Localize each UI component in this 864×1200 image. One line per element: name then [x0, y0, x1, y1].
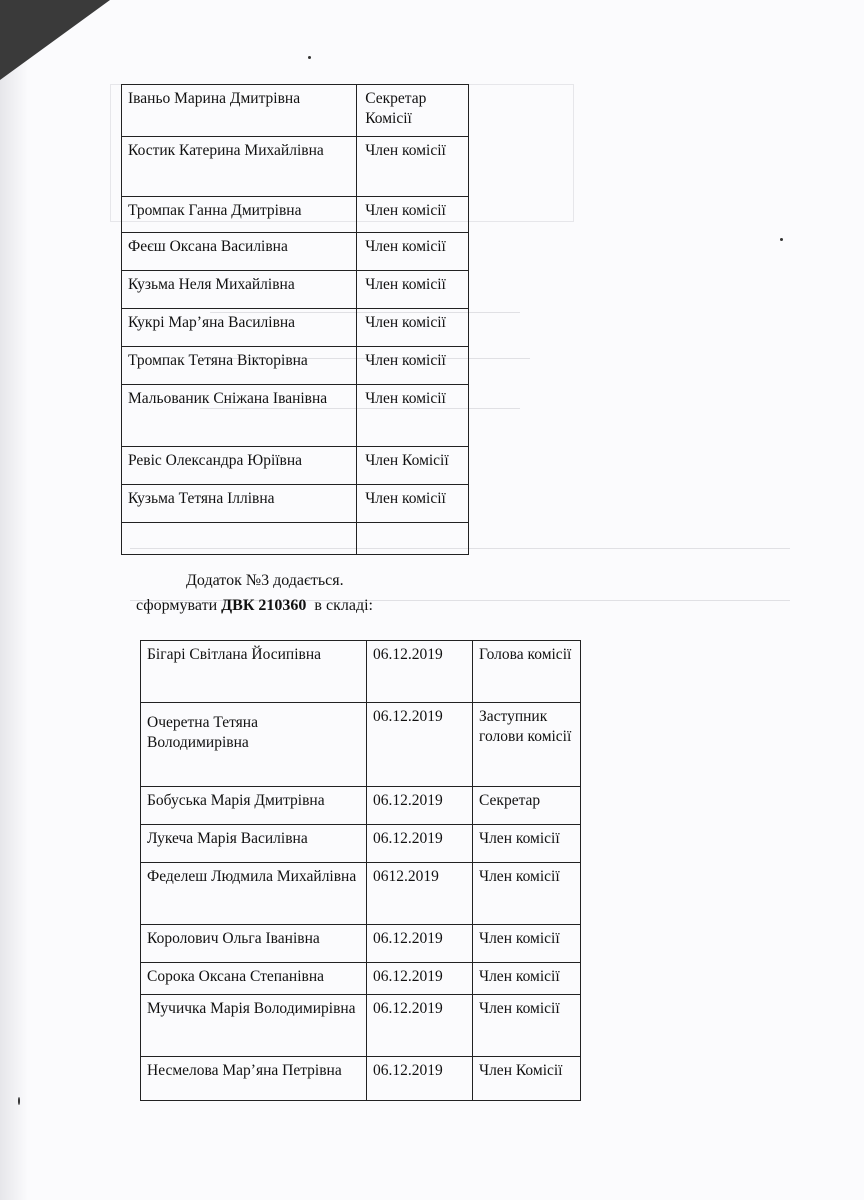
member-name: Бобуська Марія Дмитрівна	[141, 787, 367, 825]
table-row	[141, 995, 581, 1057]
member-role: Член комісії	[357, 385, 469, 447]
member-role: Член комісії	[357, 309, 469, 347]
member-date: 06.12.2019	[367, 703, 473, 787]
member-name: Бігарі Світлана Йосипівна	[141, 641, 367, 703]
scan-speck	[780, 238, 783, 241]
member-name: Тромпак Ганна Дмитрівна	[122, 197, 357, 233]
member-role: Член комісії	[357, 197, 469, 233]
member-name: Несмелова Мар’яна Петрівна	[141, 1057, 367, 1101]
scan-speck	[308, 56, 311, 59]
member-name: Ревіс Олександра Юріївна	[122, 447, 357, 485]
table-row	[122, 385, 469, 447]
member-role: Член Комісії	[357, 447, 469, 485]
table-row	[141, 863, 581, 925]
member-name: Тромпак Тетяна Вікторівна	[122, 347, 357, 385]
member-name	[122, 523, 357, 555]
scan-speck	[18, 1097, 20, 1105]
member-role: Член комісії	[357, 347, 469, 385]
table-row	[122, 271, 469, 309]
member-date: 06.12.2019	[367, 1057, 473, 1101]
page-shadow	[0, 0, 28, 1200]
members-table-1	[121, 84, 469, 555]
members-table-2	[140, 640, 581, 1101]
member-date: 06.12.2019	[367, 825, 473, 863]
member-date: 06.12.2019	[367, 925, 473, 963]
member-role: Член комісії	[357, 271, 469, 309]
table-row	[141, 1057, 581, 1101]
member-role: Член комісії	[473, 963, 581, 995]
table-row	[141, 641, 581, 703]
table-row	[122, 197, 469, 233]
member-date: 06.12.2019	[367, 787, 473, 825]
member-role: Член комісії	[357, 233, 469, 271]
table-row	[122, 447, 469, 485]
table-row	[122, 485, 469, 523]
table-row	[122, 523, 469, 555]
member-role	[357, 523, 469, 555]
member-name: Сорока Оксана Степанівна	[141, 963, 367, 995]
member-name: Королович Ольга Іванівна	[141, 925, 367, 963]
form-suffix: в складі:	[306, 597, 373, 614]
member-name: Кузьма Тетяна Іллівна	[122, 485, 357, 523]
form-commission-line	[136, 596, 373, 616]
member-date: 06.12.2019	[367, 963, 473, 995]
table-row	[141, 963, 581, 995]
member-role: Член комісії	[473, 863, 581, 925]
member-date: 0612.2019	[367, 863, 473, 925]
member-role: Член Комісії	[473, 1057, 581, 1101]
table-row	[122, 347, 469, 385]
scan-corner	[0, 0, 110, 80]
member-name: Феєш Оксана Василівна	[122, 233, 357, 271]
member-role: Секретар	[473, 787, 581, 825]
appendix-note: Додаток №3 додається.	[186, 572, 344, 589]
member-role: Член комісії	[473, 995, 581, 1057]
member-name: Кузьма Неля Михайлівна	[122, 271, 357, 309]
table-row	[122, 233, 469, 271]
form-prefix: сформувати	[136, 597, 222, 614]
member-role: Член комісії	[473, 825, 581, 863]
member-name: Мальованик Сніжана Іванівна	[122, 385, 357, 447]
table-row	[122, 309, 469, 347]
member-name: Феделеш Людмила Михайлівна	[141, 863, 367, 925]
member-role: Секретар Комісії	[357, 85, 469, 137]
member-role: Член комісії	[473, 925, 581, 963]
table-row	[141, 925, 581, 963]
member-role: Заступник голови комісії	[473, 703, 581, 787]
member-name: Іваньо Марина Дмитрівна	[122, 85, 357, 137]
table-row	[141, 787, 581, 825]
member-role: Голова комісії	[473, 641, 581, 703]
member-role: Член комісії	[357, 485, 469, 523]
commission-id: ДВК 210360	[221, 597, 307, 614]
member-name: Кукрі Мар’яна Василівна	[122, 309, 357, 347]
member-name: Очеретна Тетяна Володимирівна	[141, 703, 367, 787]
table-row	[122, 85, 469, 137]
member-date: 06.12.2019	[367, 995, 473, 1057]
member-name: Лукеча Марія Василівна	[141, 825, 367, 863]
member-name: Костик Катерина Михайлівна	[122, 137, 357, 197]
member-name: Мучичка Марія Володимирівна	[141, 995, 367, 1057]
table-row	[141, 703, 581, 787]
member-role: Член комісії	[357, 137, 469, 197]
member-date: 06.12.2019	[367, 641, 473, 703]
table-row	[141, 825, 581, 863]
table-row	[122, 137, 469, 197]
